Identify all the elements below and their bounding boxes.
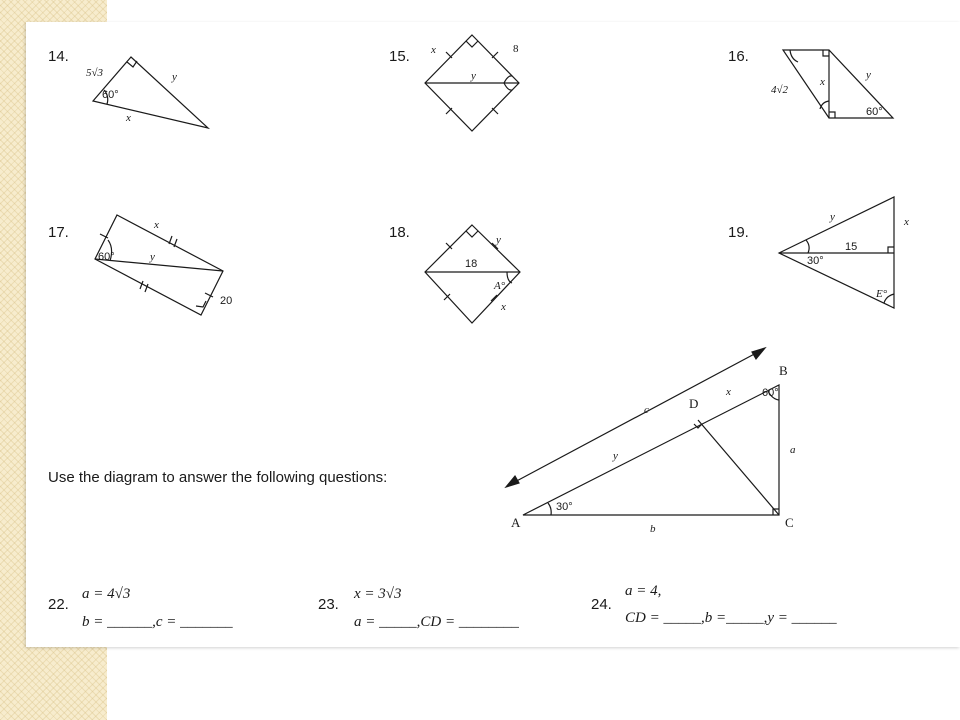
problem-number: 16. [728, 48, 749, 65]
side-label-b: b [650, 523, 656, 535]
arrow-c [511, 351, 760, 484]
angle-arc [820, 101, 829, 109]
problem-18 [389, 224, 520, 323]
angle-label-60: 60° [762, 387, 779, 399]
side-label-y: y [496, 234, 501, 246]
triangle-abc [523, 385, 779, 515]
angle-arc [806, 240, 809, 253]
angle-label: 60° [102, 89, 119, 101]
side-label-c: c [644, 404, 649, 416]
tick-mark [444, 294, 450, 300]
tick-mark [446, 108, 452, 114]
side-label-x: x [501, 301, 506, 313]
vertex-label-b: B [779, 363, 788, 378]
question-number: 23. [318, 596, 339, 613]
question-ask: b = ______,c = _______ [82, 614, 233, 630]
question-ask: a = _____,CD = ________ [354, 614, 519, 630]
tick-mark [492, 108, 498, 114]
side-label-left: 4√2 [771, 84, 789, 96]
arrowhead-right [752, 348, 765, 359]
side-label-a: a [790, 444, 796, 456]
problem-16 [728, 48, 893, 118]
main-diagram [506, 348, 796, 535]
arrowhead-left [506, 476, 519, 487]
side-label-20: 20 [220, 295, 233, 307]
angle-label-30: 30° [556, 501, 573, 513]
problem-19 [728, 197, 909, 308]
angle-label-e: E° [876, 288, 888, 300]
side-label-x: x [726, 386, 731, 398]
diagonal-label-18: 18 [465, 258, 478, 270]
right-angle-mark [196, 301, 206, 307]
diagonal-label-y: y [150, 251, 155, 263]
side-label-x: x [904, 216, 909, 228]
given-value: a = 4, [625, 583, 662, 599]
angle-arc [790, 50, 798, 62]
instruction-text: Use the diagram to answer the following questions: [48, 469, 388, 486]
problem-17 [48, 215, 232, 315]
right-angle-mark [888, 247, 894, 253]
problem-number: 19. [728, 224, 749, 241]
side-label-y: y [866, 69, 871, 81]
question-24 [591, 583, 837, 626]
vertex-label-a: A [511, 515, 521, 530]
right-angle-mark [466, 41, 478, 47]
problem-14 [48, 48, 208, 128]
side-label-8: 8 [513, 43, 519, 55]
angle-arc-a [548, 503, 551, 515]
question-22 [48, 586, 233, 630]
problem-number: 18. [389, 224, 410, 241]
side-label-left: 5√3 [86, 67, 104, 79]
tick-mark [446, 52, 452, 58]
problem-number: 17. [48, 224, 69, 241]
side-label-x: x [126, 112, 131, 124]
problem-number: 14. [48, 48, 69, 65]
diagonal-label-y: y [471, 70, 476, 82]
question-number: 22. [48, 596, 69, 613]
altitude-label-x: x [820, 76, 825, 88]
angle-label: 60° [98, 251, 115, 263]
altitude-cd [698, 420, 779, 515]
side-label-x: x [154, 219, 159, 231]
right-angle-mark [466, 231, 478, 237]
angle-label-30: 30° [807, 255, 824, 267]
given-value: a = 4√3 [82, 586, 131, 602]
angle-label-a: A° [494, 280, 506, 292]
side-label-y: y [613, 450, 618, 462]
problem-number: 15. [389, 48, 410, 65]
question-number: 24. [591, 596, 612, 613]
question-23 [318, 586, 519, 630]
tick-mark [140, 281, 143, 289]
side-label-x: x [431, 44, 436, 56]
vertex-label-c: C [785, 515, 794, 530]
right-angle-mark [823, 50, 829, 56]
altitude-label-15: 15 [845, 241, 858, 253]
vertex-label-d: D [689, 396, 699, 411]
tick-mark [492, 52, 498, 58]
right-angle-mark [829, 112, 835, 118]
side-label-y: y [172, 71, 177, 83]
side-label-y: y [830, 211, 835, 223]
given-value: x = 3√3 [354, 586, 402, 602]
angle-label: 60° [866, 106, 883, 118]
question-ask: CD = _____,b =_____,y = ______ [625, 610, 837, 626]
problem-15 [389, 35, 519, 131]
